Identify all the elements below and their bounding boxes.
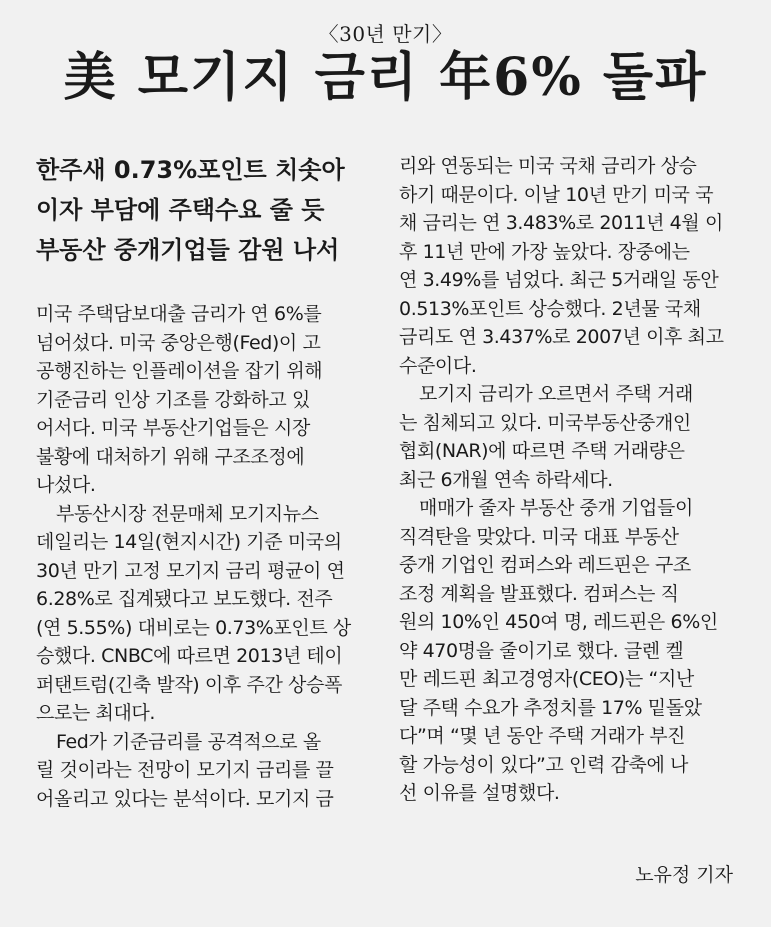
- subheadline-line: 이자 부담에 주택수요 줄 듯: [36, 196, 325, 224]
- body-line: 달 주택 수요가 추정치를 17% 밑돌았: [399, 696, 702, 719]
- body-line: 채 금리는 연 3.483%로 2011년 4월 이: [399, 212, 723, 234]
- body-line: 후 11년 만에 가장 높았다. 장중에는: [399, 240, 690, 263]
- byline: 노유정 기자: [635, 864, 733, 886]
- body-line: 6.28%로 집계됐다고 보도했다. 전주: [36, 588, 333, 610]
- body-line: 할 가능성이 있다”고 인력 감축에 나: [399, 753, 688, 776]
- body-line: 선 이유를 설명했다.: [399, 782, 560, 804]
- body-line: 수준이다.: [399, 354, 477, 377]
- body-line: 으로는 최대다.: [36, 702, 156, 724]
- body-line: 넘어섰다. 미국 중앙은행(Fed)이 고: [36, 331, 321, 354]
- body-line: 리와 연동되는 미국 국채 금리가 상승: [399, 155, 697, 177]
- body-line: 중개 기업인 컴퍼스와 레드핀은 구조: [399, 554, 691, 576]
- body-line: 30년 만기 고정 모기지 금리 평균이 연: [36, 559, 345, 582]
- body-line: 금리도 연 3.437%로 2007년 이후 최고: [399, 326, 724, 348]
- body-line: (연 5.55%) 대비로는 0.73%포인트 상: [36, 616, 351, 639]
- body-line: 불황에 대처하기 위해 구조조정에: [36, 445, 305, 468]
- body-line: 연 3.49%를 넘었다. 최근 5거래일 동안: [399, 269, 719, 291]
- headline: 美 모기지 금리 年6% 돌파: [63, 47, 708, 108]
- body-line: 직격탄을 맞았다. 미국 대표 부동산: [399, 525, 679, 548]
- body-line: 공행진하는 인플레이션을 잡기 위해: [36, 360, 323, 382]
- body-line: 승했다. CNBC에 따르면 2013년 테이: [36, 645, 343, 667]
- body-line: 원의 10%인 450여 명, 레드핀은 6%인: [399, 611, 718, 633]
- body-line: 어올리고 있다는 분석이다. 모기지 금: [36, 787, 334, 810]
- body-line: 다”며 “몇 년 동안 주택 거래가 부진: [399, 725, 686, 747]
- body-line: 기준금리 인상 기조를 강화하고 있: [36, 388, 310, 411]
- subheadline-line: 한주새 0.73%포인트 치솟아: [36, 156, 345, 184]
- body-line: 협회(NAR)에 따르면 주택 거래량은: [399, 440, 685, 462]
- body-line: 는 침체되고 있다. 미국부동산중개인: [399, 411, 691, 434]
- body-line: 미국 주택담보대출 금리가 연 6%를: [36, 303, 322, 325]
- body-line: 만 레드핀 최고경영자(CEO)는 “지난: [399, 668, 694, 690]
- body-line: 매매가 줄자 부동산 중개 기업들이: [419, 497, 693, 519]
- body-line: 데일리는 14일(현지시간) 기준 미국의: [36, 531, 342, 553]
- kicker: 〈30년 만기〉: [318, 22, 453, 46]
- body-line: 어서다. 미국 부동산기업들은 시장: [36, 417, 310, 439]
- left-column: [36, 150, 381, 813]
- right-column: [399, 152, 744, 808]
- body-line: 부동산시장 전문매체 모기지뉴스: [56, 502, 319, 525]
- body-line: 0.513%포인트 상승했다. 2년물 국채: [399, 297, 701, 320]
- left-body-text: [36, 300, 381, 813]
- subheadline-line: 부동산 중개기업들 감원 나서: [36, 236, 340, 264]
- body-line: 릴 것이라는 전망이 모기지 금리를 끌: [36, 759, 334, 781]
- body-line: 모기지 금리가 오르면서 주택 거래: [419, 383, 693, 405]
- body-line: 최근 6개월 연속 하락세다.: [399, 468, 613, 491]
- body-line: 조정 계획을 발표했다. 컴퍼스는 직: [399, 582, 679, 605]
- subheadline: [36, 150, 381, 270]
- body-line: 퍼탠트럼(긴축 발작) 이후 주간 상승폭: [36, 673, 342, 696]
- body-line: Fed가 기준금리를 공격적으로 올: [56, 730, 321, 753]
- body-line: 하기 때문이다. 이날 10년 만기 미국 국: [399, 183, 714, 206]
- right-body-text: [399, 152, 744, 808]
- body-line: 나섰다.: [36, 474, 96, 496]
- body-line: 약 470명을 줄이기로 했다. 글렌 켈: [399, 639, 684, 662]
